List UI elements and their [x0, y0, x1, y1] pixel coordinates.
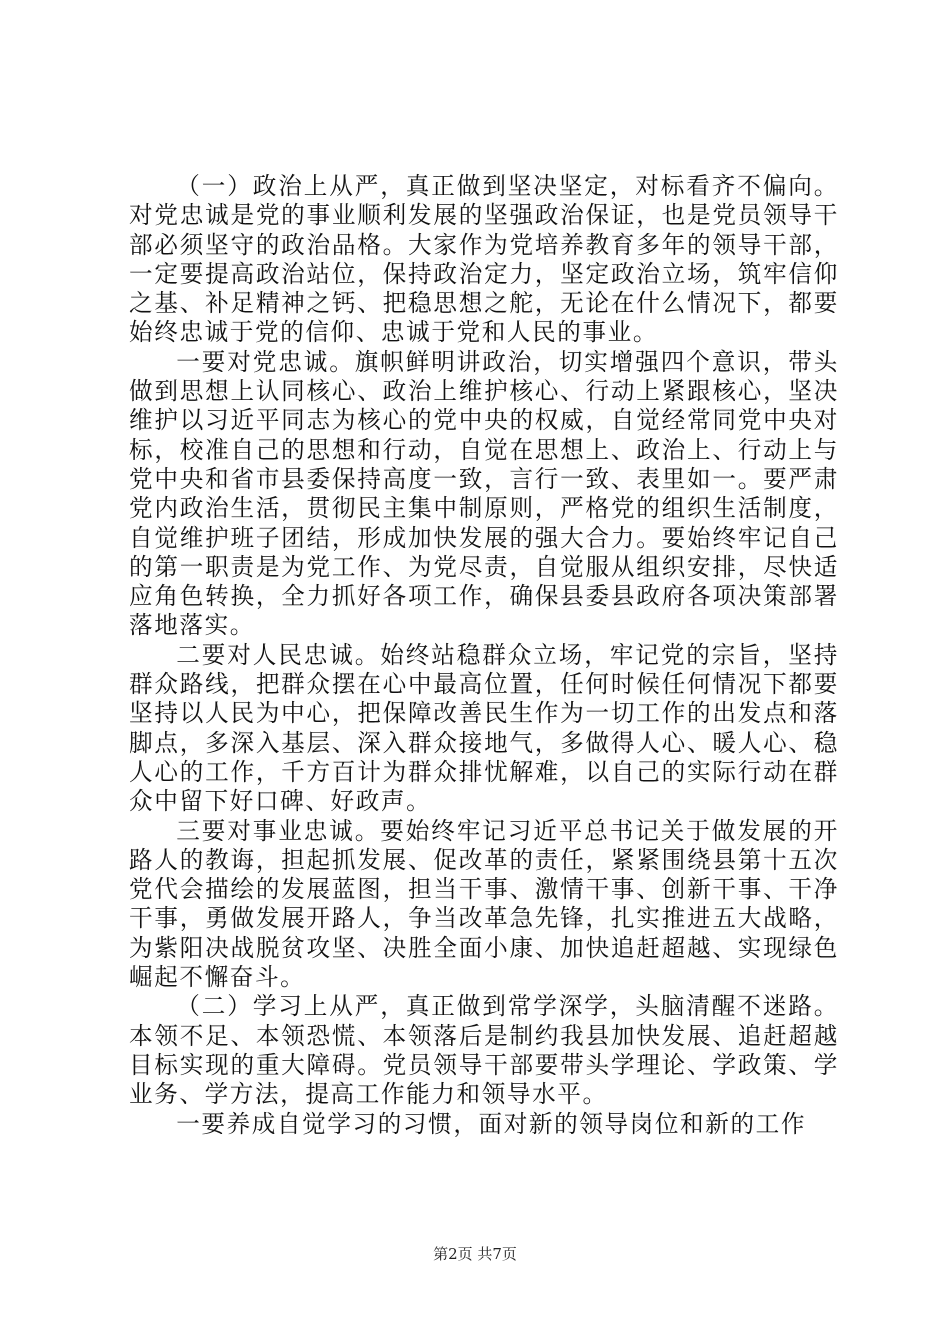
paragraph: 一要对党忠诚。旗帜鲜明讲政治，切实增强四个意识，带头做到思想上认同核心、政治上维护核心、行动上紧跟核心，坚决维护以习近平同志为核心的党中央的权威，自觉经常同党中央对标，校准自己的思想和行动，自觉在思想上、政治上、行动上与党中央和省市县委保持高度一致，言行一致、表里如一。要严肃党内政治生活，贯彻民主集中制原则，严格党的组织生活制度，自觉维护班子团结，形成加快发展的强大合力。要始终牢记自己的第一职责是为党工作、为党尽责，自觉服从组织安排，尽快适应角色转换，全力抓好各项工作，确保县委县政府各项决策部署落地落实。 — [129, 347, 839, 640]
paragraph: 三要对事业忠诚。要始终牢记习近平总书记关于做发展的开路人的教诲，担起抓发展、促改革的责任，紧紧围绕县第十五次党代会描绘的发展蓝图，担当干事、激情干事、创新干事、干净干事，勇做发展开路人，争当改革急先锋，扎实推进五大战略，为紫阳决战脱贫攻坚、决胜全面小康、加快追赶超越、实现绿色崛起不懈奋斗。 — [129, 816, 839, 992]
paragraph: （二）学习上从严，真正做到常学深学，头脑清醒不迷路。本领不足、本领恐慌、本领落后是制约我县加快发展、追赶超越目标实现的重大障碍。党员领导干部要带头学理论、学政策、学业务、学方法，提高工作能力和领导水平。 — [129, 992, 839, 1109]
page-footer — [0, 1244, 950, 1264]
document-body — [129, 172, 839, 1139]
page-number-total: 共7页 — [477, 1245, 517, 1263]
paragraph: 二要对人民忠诚。始终站稳群众立场，牢记党的宗旨，坚持群众路线，把群众摆在心中最高位置，任何时候任何情况下都要坚持以人民为中心，把保障改善民生作为一切工作的出发点和落脚点，多深入基层、深入群众接地气，多做得人心、暖人心、稳人心的工作，千方百计为群众排忧解难，以自己的实际行动在群众中留下好口碑、好政声。 — [129, 640, 839, 816]
page-number-current: 第2页 — [433, 1245, 473, 1263]
paragraph: （一）政治上从严，真正做到坚决坚定，对标看齐不偏向。对党忠诚是党的事业顺利发展的坚强政治保证，也是党员领导干部必须坚守的政治品格。大家作为党培养教育多年的领导干部，一定要提高政治站位，保持政治定力，坚定政治立场，筑牢信仰之基、补足精神之钙、把稳思想之舵，无论在什么情况下，都要始终忠诚于党的信仰、忠诚于党和人民的事业。 — [129, 172, 839, 347]
paragraph: 一要养成自觉学习的习惯，面对新的领导岗位和新的工作 — [176, 1109, 807, 1138]
